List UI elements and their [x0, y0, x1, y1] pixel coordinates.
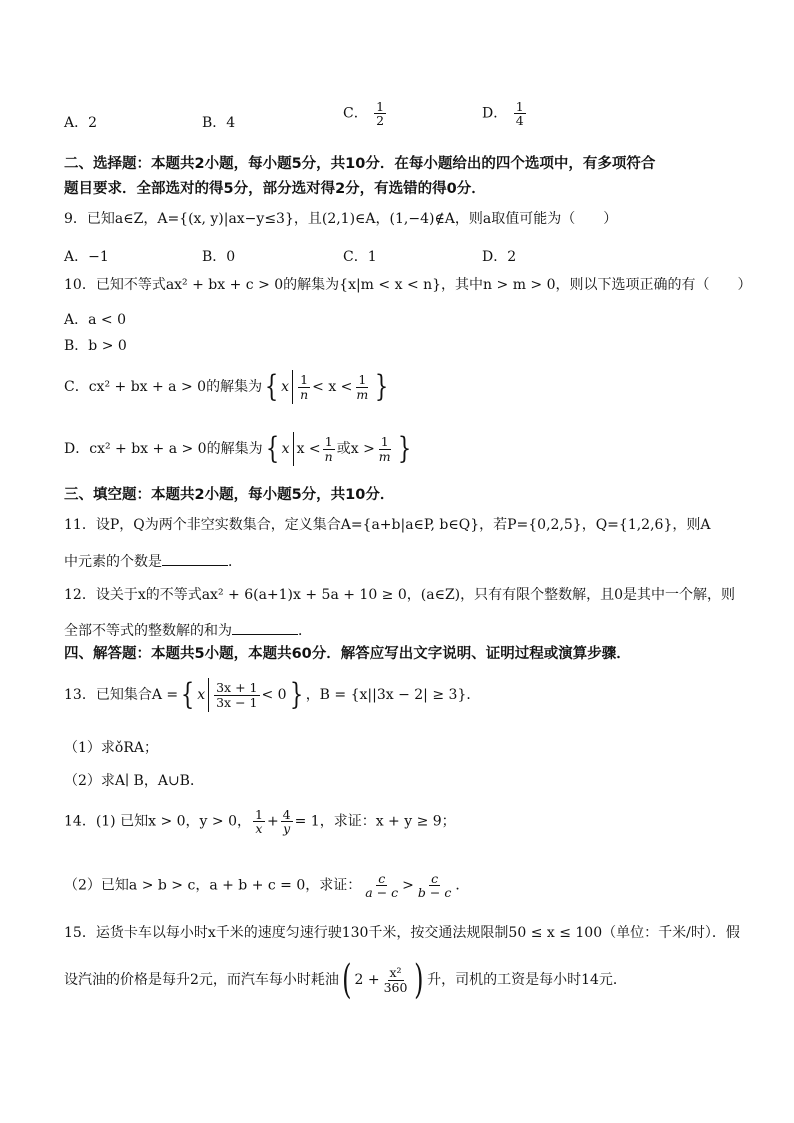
- q10-d-frac2: [377, 435, 393, 462]
- q9-option-a: A．−1: [64, 249, 109, 265]
- q15-line1: 15．运货卡车以每小时x千米的速度匀速行驶130千米，按交通法规限制50 ≤ x ≤ 100（单位：千米/时）．假: [64, 925, 740, 941]
- denominator: y: [283, 821, 291, 837]
- q9-option-b: B．0: [202, 249, 236, 265]
- numerator: 1: [358, 372, 367, 388]
- q8-option-d-label: D．: [482, 105, 508, 122]
- denominator: m: [378, 448, 391, 464]
- set-bar: [293, 432, 294, 466]
- q14-frac1: [253, 808, 265, 835]
- q12-line1: 12．设关于x的不等式ax² + 6(a+1)x + 5a + 10 ≥ 0，(a∈Z)，只有有限个整数解，且0是其中一个解，则: [64, 587, 736, 603]
- left-brace: {: [264, 369, 279, 404]
- q11-line2-text: 中元素的个数是: [64, 554, 162, 570]
- q10-d-pre: x <: [296, 441, 321, 457]
- numerator: x²: [389, 965, 402, 981]
- numerator: 1: [324, 434, 333, 450]
- q10-d-mid: 或x >: [336, 441, 375, 457]
- q8-option-d: [482, 100, 528, 127]
- section2-heading-line1: 二、选择题：本题共2小题，每小题5分，共10分．在每小题给出的四个选项中，有多项符合: [64, 156, 656, 172]
- denominator: 3x − 1: [216, 694, 258, 710]
- q10-c-mid: < x <: [312, 379, 353, 395]
- numerator: c: [378, 871, 386, 886]
- q11-line2: [64, 553, 242, 569]
- q13-sub2: （2）求A∣ B，A∪B．: [64, 773, 204, 789]
- left-paren: (: [342, 957, 352, 1003]
- right-brace: }: [375, 369, 389, 404]
- q13-prefix: 13．已知集合A =: [64, 687, 179, 703]
- q14-part1-prefix: 14．(1) 已知x > 0，y > 0，: [64, 813, 251, 830]
- q8-c-numerator: 1: [376, 99, 385, 114]
- q13-fraction: [214, 681, 259, 708]
- q10-option-b: B．b > 0: [64, 338, 127, 354]
- right-brace: }: [289, 677, 303, 712]
- numerator: 1: [300, 372, 309, 388]
- q8-option-c-fraction: [374, 100, 386, 127]
- section3-heading: 三、填空题：本题共2小题，每小题5分，共10分．: [64, 487, 395, 503]
- q14-gt: >: [402, 877, 414, 894]
- q12-line2-text: 全部不等式的整数解的和为: [64, 623, 232, 639]
- q14-part1: [64, 808, 456, 835]
- q8-d-numerator: 1: [515, 99, 524, 114]
- denominator: m: [356, 386, 369, 402]
- numerator: c: [431, 871, 439, 886]
- q15-line2-prefix: 设汽油的价格是每升2元，而汽车每小时耗油: [64, 972, 339, 988]
- q10-c-frac1: [298, 373, 310, 400]
- set-bar: [208, 678, 209, 712]
- q8-option-b-text: B．4: [202, 115, 236, 131]
- q13-sub1: （1）求ǒRA；: [64, 740, 158, 756]
- q14-frac3: [363, 872, 400, 899]
- q10-option-c-prefix: C．cx² + bx + a > 0的解集为: [64, 379, 263, 395]
- q10-option-a: A．a < 0: [64, 312, 126, 328]
- q13-suffix: ，B = {x||3x − 2| ≥ 3}．: [305, 687, 481, 703]
- denominator: n: [324, 448, 333, 464]
- numerator: 1: [380, 434, 389, 450]
- section2-heading-line2: 题目要求．全部选对的得5分，部分选对得2分，有选错的得0分．: [64, 181, 486, 197]
- q9-option-c: C．1: [343, 249, 377, 265]
- q14-part2-prefix: （2）已知a > b > c，a + b + c = 0，求证：: [64, 877, 362, 894]
- denominator: n: [300, 386, 309, 402]
- q10-d-frac1: [323, 435, 335, 462]
- q8-option-a: [64, 112, 97, 132]
- q8-option-d-fraction: [514, 100, 526, 127]
- denominator: b − c: [417, 885, 452, 901]
- q11-line2-end: ．: [228, 554, 242, 570]
- q10-option-c: [64, 370, 391, 404]
- set-bar: [292, 370, 293, 404]
- q12-answer-blank[interactable]: [232, 622, 298, 635]
- var-x: x: [281, 379, 290, 395]
- q10-option-d-prefix: D．cx² + bx + a > 0的解集为: [64, 441, 263, 457]
- var-x: x: [197, 687, 206, 703]
- q8-option-c: [343, 100, 388, 127]
- q8-option-c-label: C．: [343, 105, 368, 122]
- q9-stem: 9．已知a∈Z，A={(x, y)|ax−y≤3}，且(2,1)∈A，(1,−4)∉A，则a取值可能为（ ）: [64, 211, 618, 227]
- q14-frac2: [281, 808, 293, 835]
- q12-line2: [64, 622, 312, 638]
- q13-stem: [64, 678, 480, 712]
- q14-part2-end: ．: [455, 877, 470, 894]
- left-brace: {: [180, 677, 195, 712]
- q15-line2: [64, 957, 627, 1003]
- q15-expr-pre: 2 +: [354, 972, 380, 988]
- right-paren: ): [414, 957, 424, 1003]
- numerator: 3x + 1: [216, 680, 258, 696]
- q11-answer-blank[interactable]: [162, 553, 228, 566]
- q8-option-a-text: A．2: [64, 115, 98, 131]
- q8-option-b: [202, 112, 235, 132]
- left-brace: {: [265, 431, 279, 466]
- numerator: 4: [282, 807, 291, 822]
- var-x: x: [281, 441, 290, 457]
- q14-part1-suffix: = 1，求证：x + y ≥ 9；: [294, 813, 456, 830]
- denominator: x: [255, 821, 263, 837]
- q10-stem: 10．已知不等式ax² + bx + c > 0的解集为{x|m < x < n}，其中n > m > 0，则以下选项正确的有（ ）: [64, 277, 752, 293]
- q13-cond: < 0: [261, 687, 287, 703]
- q10-c-frac2: [354, 373, 370, 400]
- q14-part2: [64, 872, 469, 899]
- q14-frac4: [416, 872, 453, 899]
- section4-heading: 四、解答题：本题共5小题，本题共60分．解答应写出文字说明、证明过程或演算步骤．: [64, 646, 631, 662]
- q15-line2-suffix: 升，司机的工资是每小时14元．: [427, 972, 627, 988]
- q11-line1: 11．设P，Q为两个非空实数集合，定义集合A={a+b|a∈P, b∈Q}，若P={0,2,5}，Q={1,2,6}，则A: [64, 517, 711, 533]
- q8-d-denominator: 4: [515, 113, 524, 129]
- q15-fraction: [382, 966, 410, 993]
- q9-option-d: D．2: [482, 249, 517, 265]
- q12-line2-end: ．: [298, 623, 312, 639]
- denominator: a − c: [365, 885, 399, 901]
- q8-c-denominator: 2: [376, 113, 385, 129]
- denominator: 360: [383, 979, 408, 995]
- q10-option-d: [64, 432, 414, 466]
- numerator: 1: [254, 807, 263, 822]
- right-brace: }: [397, 431, 411, 466]
- q14-plus: +: [266, 813, 279, 830]
